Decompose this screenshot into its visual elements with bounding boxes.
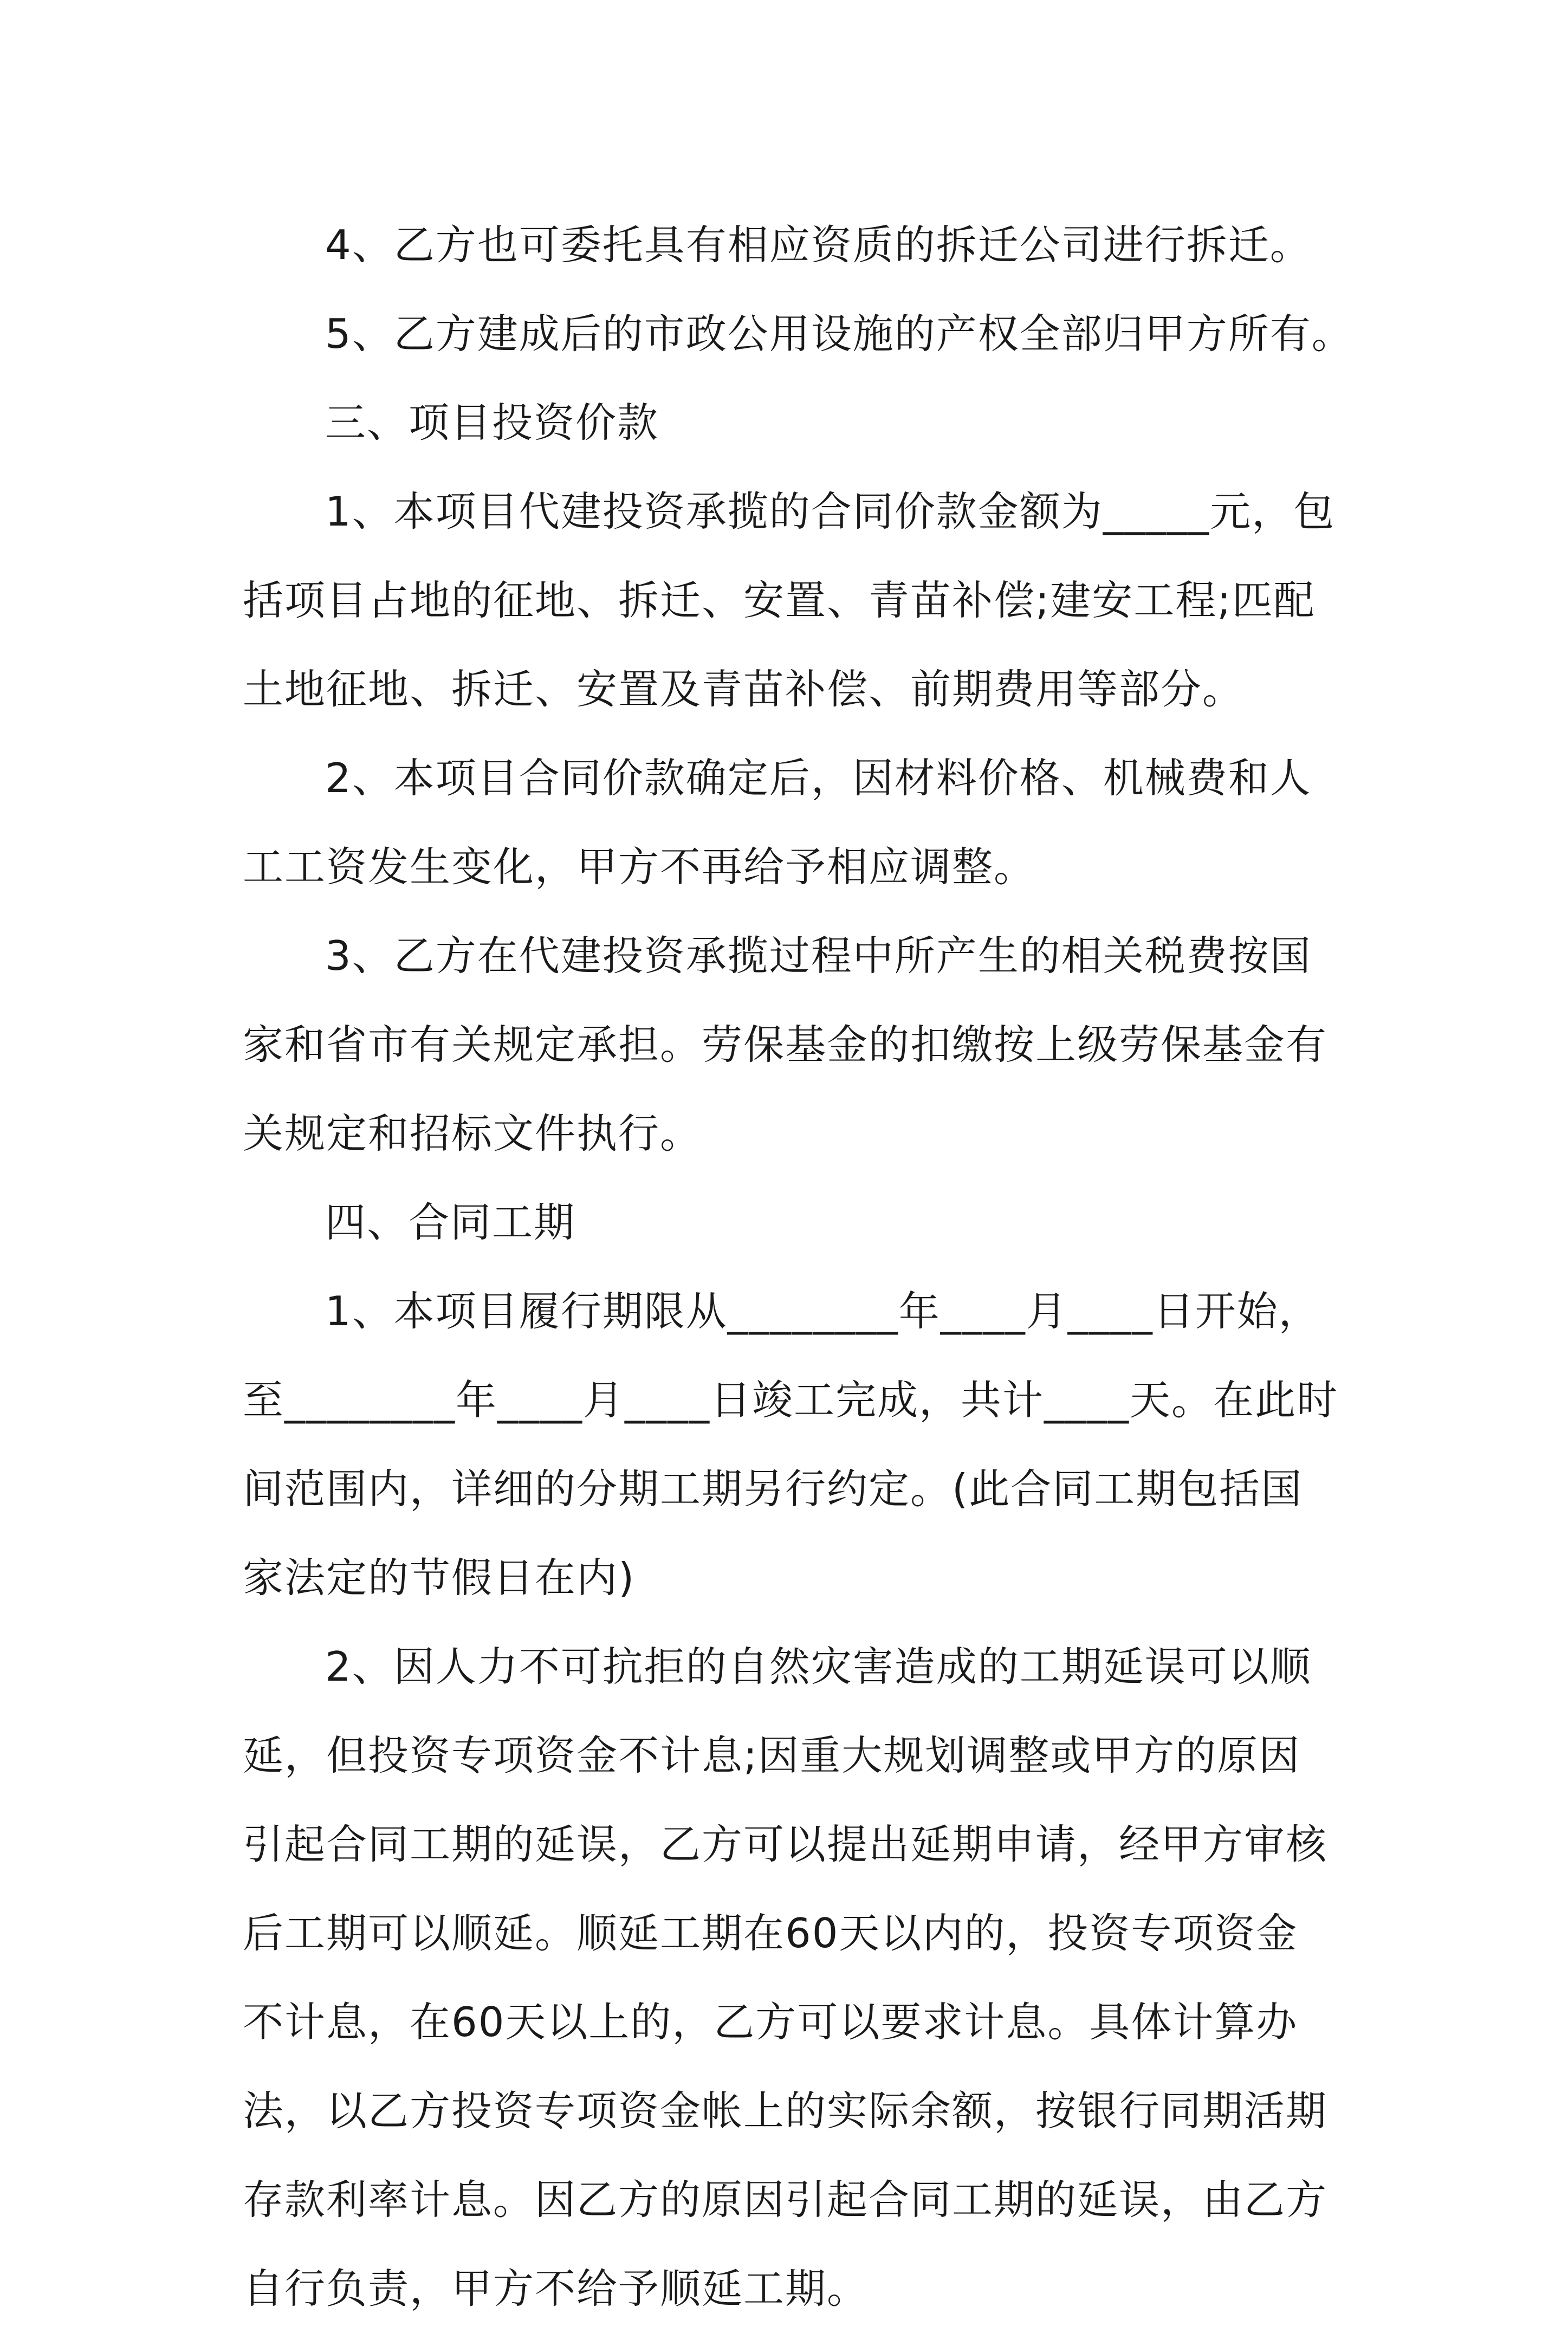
text-line: 不计息，在60天以上的，乙方可以要求计息。具体计算办 [243,1998,1298,2046]
text-line: 2、因人力不可抗拒的自然灾害造成的工期延误可以顺 [325,1643,1312,1690]
text-line: 引起合同工期的延误，乙方可以提出延期申请，经甲方审核 [243,1820,1328,1868]
text-line: 延，但投资专项资金不计息;因重大规划调整或甲方的原因 [243,1732,1301,1779]
text-line: 土地征地、拆迁、安置及青苗补偿、前期费用等部分。 [243,665,1245,713]
text-line: 自行负责，甲方不给予顺延工期。 [243,2265,869,2312]
text-line: 3、乙方在代建投资承揽过程中所产生的相关税费按国 [325,932,1312,980]
text-line: 至________年____月____日竣工完成，共计____天。在此时 [243,1376,1339,1424]
text-line: 关规定和招标文件执行。 [243,1110,702,1157]
document-body [243,200,1353,2333]
text-line: 间范围内，详细的分期工期另行约定。(此合同工期包括国 [243,1465,1303,1513]
text-line: 四、合同工期 [325,1198,576,1246]
text-line: 括项目占地的征地、拆迁、安置、青苗补偿;建安工程;匹配 [243,576,1316,624]
text-line: 法，以乙方投资专项资金帐上的实际余额，按银行同期活期 [243,2087,1328,2135]
text-line: 4、乙方也可委托具有相应资质的拆迁公司进行拆迁。 [325,221,1312,269]
text-line: 5、乙方建成后的市政公用设施的产权全部归甲方所有。 [325,310,1353,358]
text-line: 三、项目投资价款 [325,399,659,446]
text-line: 1、本项目代建投资承揽的合同价款金额为_____元，包 [325,488,1336,535]
text-line: 工工资发生变化，甲方不再给予相应调整。 [243,843,1036,891]
text-line: 存款利率计息。因乙方的原因引起合同工期的延误，由乙方 [243,2176,1328,2224]
text-line: 1、本项目履行期限从________年____月____日开始， [325,1287,1320,1335]
text-line: 家和省市有关规定承担。劳保基金的扣缴按上级劳保基金有 [243,1021,1328,1068]
text-line: 2、本项目合同价款确定后，因材料价格、机械费和人 [325,754,1312,802]
text-line: 家法定的节假日在内) [243,1554,636,1602]
text-line: 后工期可以顺延。顺延工期在60天以内的，投资专项资金 [243,1909,1298,1957]
